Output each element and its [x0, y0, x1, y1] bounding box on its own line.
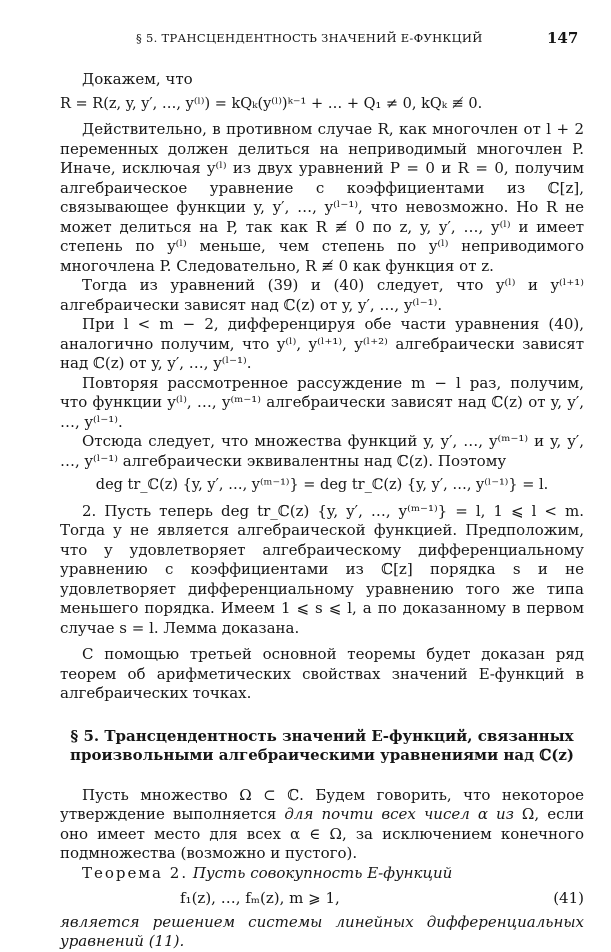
paragraph-proof-3: При l < m − 2, дифференцируя обе части уравнения (40), аналогично получим, что y⁽ˡ⁾, y⁽ˡ⁺¹⁾, y⁽ˡ⁺²⁾ алгебраически зависят над ℂ(z) от y, y′, …, y⁽ˡ⁻¹⁾.: [60, 315, 584, 372]
page-body: [60, 70, 584, 952]
theorem-label: Теорема 2.: [82, 863, 189, 882]
equation-41-formula: f₁(z), …, fₘ(z), m ⩾ 1,: [180, 889, 340, 907]
equation-41-number: (41): [553, 889, 584, 907]
paragraph-proof-1: Действительно, в противном случае R, как многочлен от l + 2 переменных должен делиться на неприводимый многочлен P. Иначе, исключая y⁽ˡ⁾ из двух уравнений P = 0 и R = 0, получим алгебраическое уравнение с коэффициентами из ℂ[z], связывающее функции y, y′, …, y⁽ˡ⁻¹⁾, что невозможно. Но R не может делиться на P, так как R ≢ 0 по z, y, y′, …, y⁽ˡ⁾ и имеет степень по y⁽ˡ⁾ меньше, чем степень по y⁽ˡ⁾ неприводимого многочлена P. Следовательно, R ≢ 0 как функция от z.: [60, 120, 584, 275]
section-title: § 5. Трансцендентность значений Е-функций, связанных произвольными алгебраическими уравнениями над ℂ(z): [70, 726, 574, 764]
paragraph-proof-2: Тогда из уравнений (39) и (40) следует, что y⁽ˡ⁾ и y⁽ˡ⁺¹⁾ алгебраически зависят над ℂ(z) от y, y′, …, y⁽ˡ⁻¹⁾.: [60, 276, 584, 314]
paragraph-definition: [60, 786, 584, 864]
page-number: 147: [547, 29, 579, 47]
paragraph-third-theorem: С помощью третьей основной теоремы будет доказан ряд теорем об арифметических свойствах значений Е-функций в алгебраических точках.: [60, 645, 584, 702]
theorem-text: Пусть совокупность Е-функций: [192, 863, 453, 882]
definition-text-b: Ω, если оно имеет место для всех α ∈ Ω, за исключением конечного подмножества (возможно и пустого).: [60, 805, 585, 862]
definition-text-a: Пусть множество Ω ⊂ ℂ. Будем говорить, что некоторое утверждение выполняется: [60, 785, 584, 823]
paragraph-case-2: 2. Пусть теперь deg tr_ℂ(z) {y, y′, …, y⁽ᵐ⁻¹⁾} = l, 1 ⩽ l < m. Тогда y не является алгебраической функцией. Предположим, что y удовлетворяет алгебраическому дифференциальному уравнению с коэффициентами из ℂ[z] порядка s и не удовлетворяет дифференциальному уравнению того же типа меньшего порядка. Имеем 1 ⩽ s ⩽ l, а по доказанному в первом случае s = l. Лемма доказана.: [60, 501, 584, 637]
paragraph-proof-5: Отсюда следует, что множества функций y, y′, …, y⁽ᵐ⁻¹⁾ и y, y′, …, y⁽ˡ⁻¹⁾ алгебраически эквивалентны над ℂ(z). Поэтому: [60, 432, 584, 470]
equation-41: [60, 889, 584, 909]
equation-deg-tr: deg tr_ℂ(z) {y, y′, …, y⁽ᵐ⁻¹⁾} = deg tr_ℂ(z) {y, y′, …, y⁽ˡ⁻¹⁾} = l.: [95, 477, 549, 493]
definition-italic: для почти всех чисел α из: [284, 805, 514, 823]
paragraph-proof-4: Повторяя рассмотренное рассуждение m − l раз, получим, что функции y⁽ˡ⁾, …, y⁽ᵐ⁻¹⁾ алгебраически зависят над ℂ(z) от y, y′, …, y⁽ˡ⁻¹⁾.: [60, 373, 584, 431]
theorem-statement: [60, 864, 584, 884]
paragraph-intro: Докажем, что: [82, 70, 193, 88]
equation-r: R = R(z, y, y′, …, y⁽ˡ⁾) = kQₖ(y⁽ˡ⁾)ᵏ⁻¹ + … + Q₁ ≠ 0, kQₖ ≢ 0.: [60, 95, 483, 112]
running-header: § 5. ТРАНСЦЕНДЕНТНОСТЬ ЗНАЧЕНИЙ Е-ФУНКЦИЙ: [136, 31, 483, 45]
theorem-continuation: является решением системы линейных дифференциальных уравнений (11).: [60, 912, 584, 950]
